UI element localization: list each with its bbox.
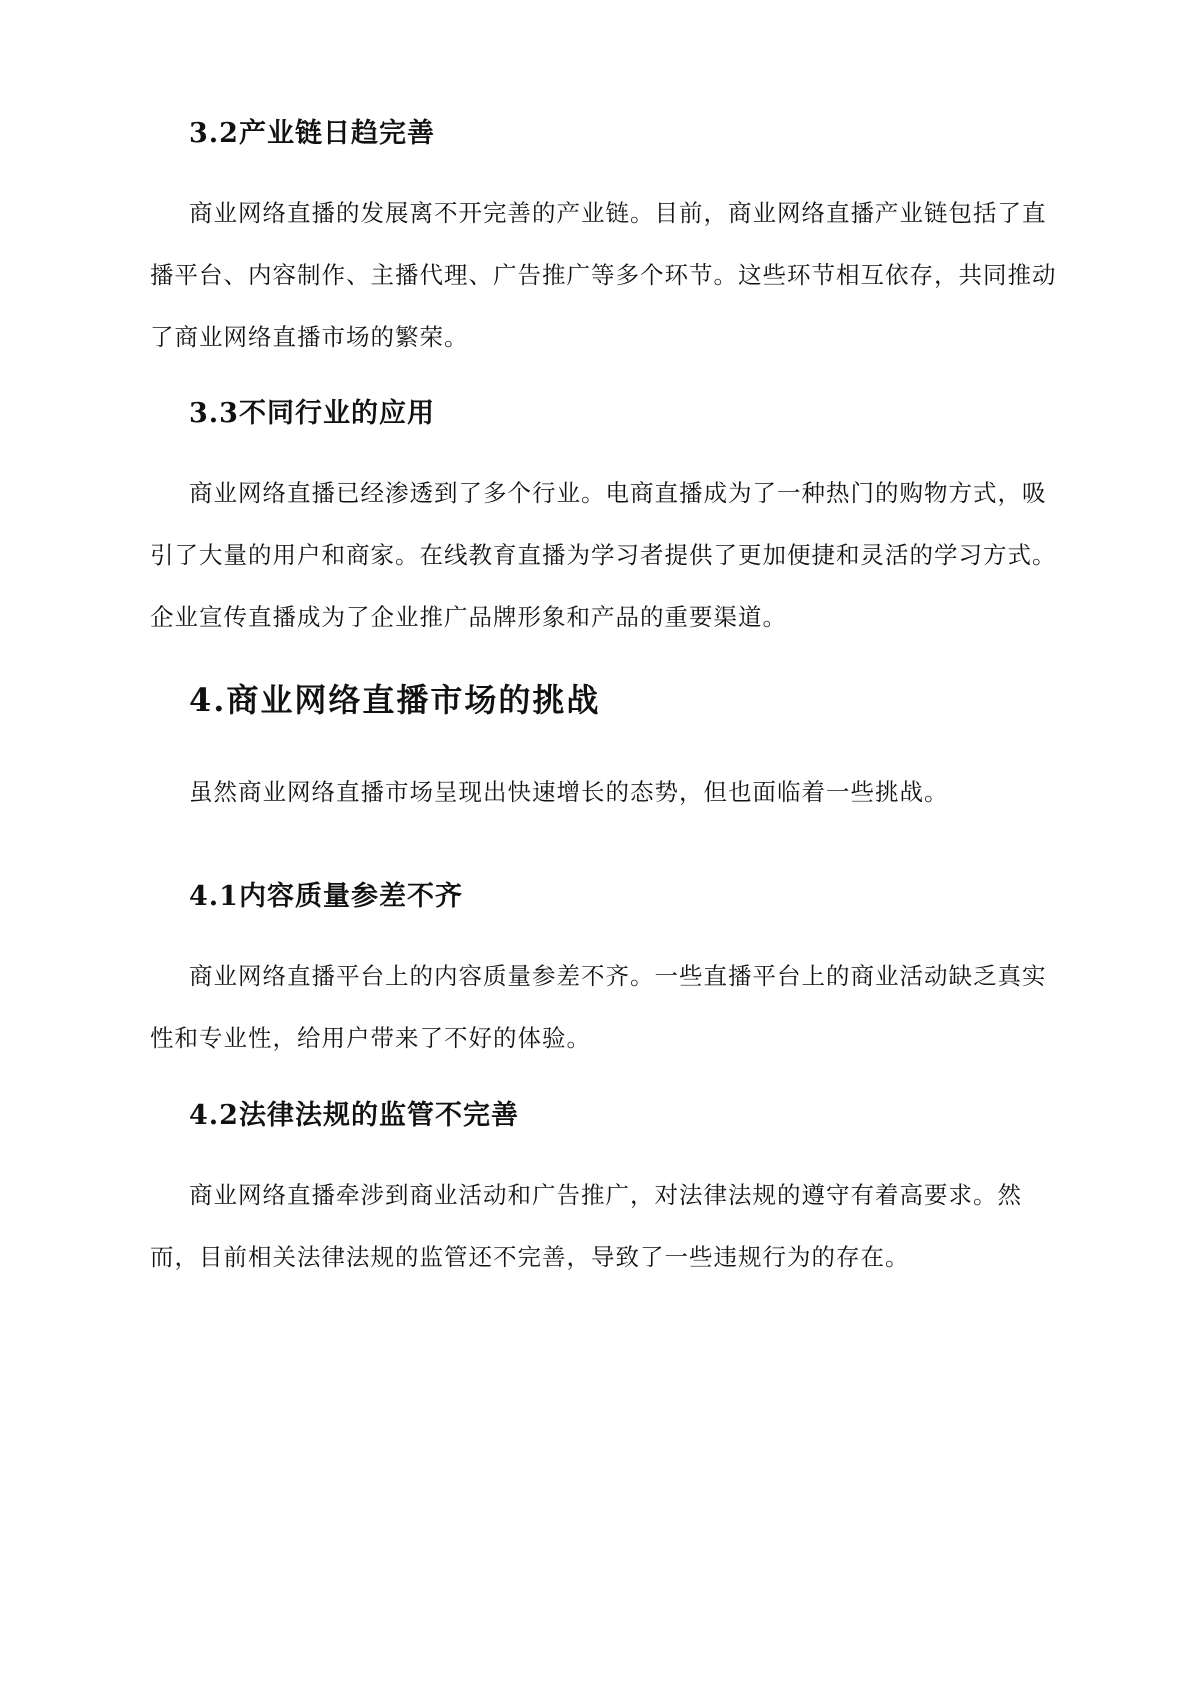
paragraph-3-2: 商业网络直播的发展离不开完善的产业链。目前，商业网络直播产业链包括了直播平台、内容制作、主播代理、广告推广等多个环节。这些环节相互依存，共同推动了商业网络直播市场的繁荣。 (150, 199, 1057, 351)
paragraph-4-1: 商业网络直播平台上的内容质量参差不齐。一些直播平台上的商业活动缺乏真实性和专业性，给用户带来了不好的体验。 (150, 962, 1047, 1052)
section-heading-3-2: 3.2产业链日趋完善 (189, 118, 435, 149)
paragraph-4: 虽然商业网络直播市场呈现出快速增长的态势，但也面临着一些挑战。 (189, 778, 949, 806)
section-heading-4: 4.商业网络直播市场的挑战 (189, 681, 601, 719)
paragraph-3-3: 商业网络直播已经渗透到了多个行业。电商直播成为了一种热门的购物方式，吸引了大量的用户和商家。在线教育直播为学习者提供了更加便捷和灵活的学习方式。企业宣传直播成为了企业推广品牌形象和产品的重要渠道。 (150, 479, 1057, 631)
section-heading-4-1: 4.1内容质量参差不齐 (189, 881, 463, 912)
section-heading-4-2: 4.2法律法规的监管不完善 (189, 1100, 519, 1131)
paragraph-4-2: 商业网络直播牵涉到商业活动和广告推广，对法律法规的遵守有着高要求。然而，目前相关法律法规的监管还不完善，导致了一些违规行为的存在。 (150, 1181, 1022, 1271)
section-heading-3-3: 3.3不同行业的应用 (189, 398, 435, 429)
